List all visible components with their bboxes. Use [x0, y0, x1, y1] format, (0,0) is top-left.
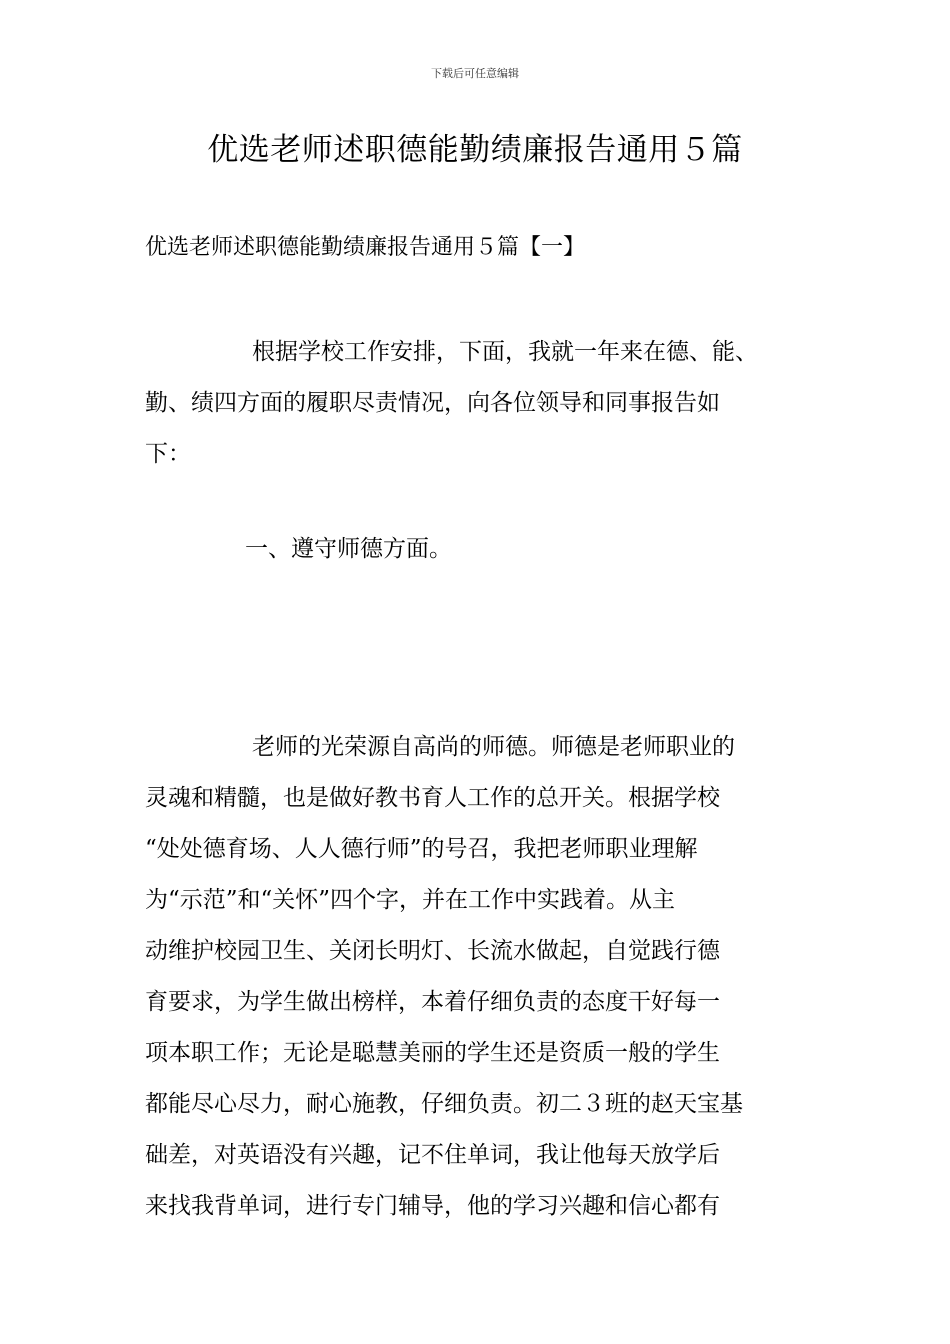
- document-title: 优选老师述职德能勤绩廉报告通用５篇: [207, 132, 743, 168]
- header-note: 下载后可任意编辑: [431, 67, 519, 80]
- paragraph-line: 动维护校园卫生、关闭长明灯、长流水做起，自觉践行德: [145, 938, 720, 964]
- body-paragraph: [145, 722, 810, 1232]
- paragraph-line: 下：: [145, 441, 191, 467]
- paragraph-line: 项本职工作；无论是聪慧美丽的学生还是资质一般的学生: [145, 1040, 720, 1066]
- paragraph-line: 勤、绩四方面的履职尽责情况，向各位领导和同事报告如: [145, 390, 720, 416]
- paragraph-line: 育要求，为学生做出榜样，本着仔细负责的态度干好每一: [145, 989, 720, 1015]
- paragraph-line: 来找我背单词，进行专门辅导，他的学习兴趣和信心都有: [145, 1193, 720, 1219]
- paragraph-line: 根据学校工作安排，下面，我就一年来在德、能、: [252, 339, 758, 365]
- paragraph-line: 灵魂和精髓，也是做好教书育人工作的总开关。根据学校: [145, 785, 720, 811]
- paragraph-line: 都能尽心尽力，耐心施教，仔细负责。初二３班的赵天宝基: [145, 1091, 743, 1117]
- subheading-morality: [145, 524, 810, 575]
- paragraph-line: 老师的光荣源自高尚的师德。师德是老师职业的: [252, 734, 735, 760]
- paragraph-line: 为“示范”和“关怀”四个字，并在工作中实践着。从主: [145, 887, 676, 913]
- paragraph-line: 础差，对英语没有兴趣，记不住单词，我让他每天放学后: [145, 1142, 720, 1168]
- section-heading: 优选老师述职德能勤绩廉报告通用５篇【一】: [145, 235, 586, 260]
- intro-paragraph: [145, 327, 810, 480]
- paragraph-line: “处处德育场、人人德行师”的号召，我把老师职业理解: [145, 836, 698, 862]
- subheading-text: 一、遵守师德方面。: [245, 536, 452, 562]
